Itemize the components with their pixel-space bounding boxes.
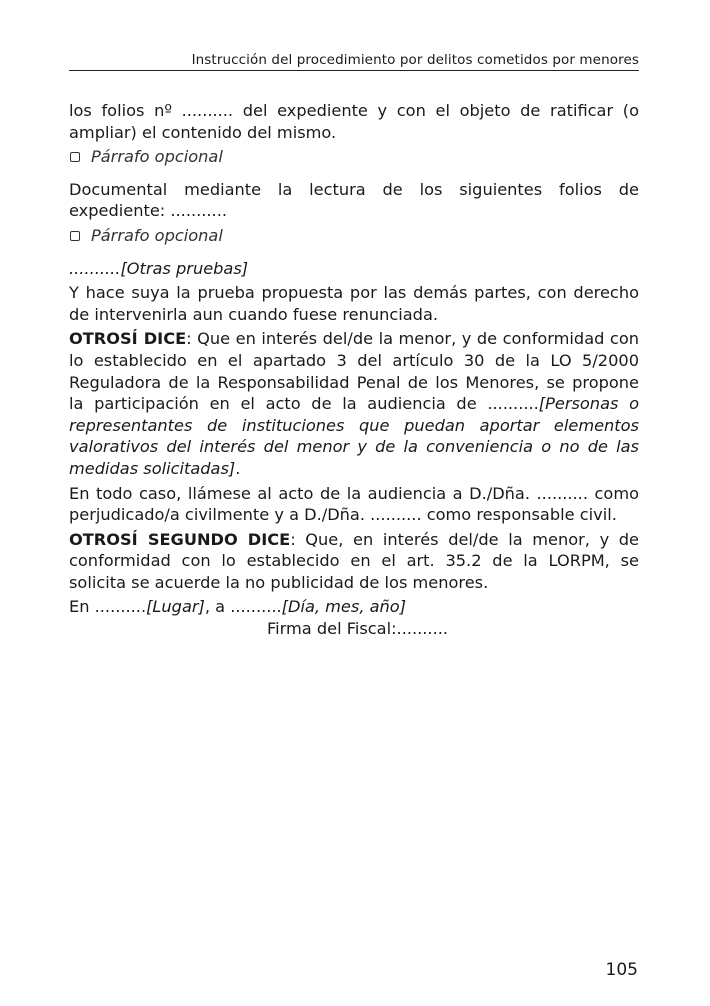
paragraph-prueba-propuesta: Y hace suya la prueba propuesta por las demás partes, con derecho de intervenirla aun cuando fuese renunciada.: [69, 283, 639, 324]
otrosi-segundo-text: : Que, en interés del/de la menor, y de conformidad con lo establecido en el art. 35.2 de la LORPM, se solicita se acuerde la no publicidad de los menores.: [69, 529, 639, 592]
paragraph-documental: Documental mediante la lectura de los siguientes folios de expediente: ...........: [69, 179, 639, 221]
paragraph-otrosi-segundo-dice: [69, 529, 639, 594]
date-prefix: , a ..........: [204, 597, 282, 617]
page-number: 105: [605, 960, 638, 980]
running-header: Instrucción del procedimiento por delitos cometidos por menores: [191, 52, 639, 68]
optional-paragraph-label: Párrafo opcional: [91, 147, 223, 167]
date-placeholder: [Día, mes, año]: [281, 597, 407, 617]
otrosi-dice-label: OTROSÍ DICE: [69, 329, 187, 349]
otrosi-dice-placeholder: [Personas o representantes de instituciones que puedan aportar elementos valorativos del interés del menor y de la conveniencia o no de las medidas solicitadas]: [69, 394, 639, 478]
signature-line: Firma del Fiscal:..........: [267, 619, 449, 639]
optional-paragraph-label: Párrafo opcional: [91, 225, 223, 245]
optional-paragraph-1[interactable]: [69, 146, 639, 168]
place-placeholder: [Lugar]: [146, 597, 205, 617]
otrosi-dice-end: .: [235, 458, 241, 478]
header-rule: [69, 70, 639, 71]
otrosi-segundo-label: OTROSÍ SEGUNDO DICE: [69, 529, 291, 549]
optional-paragraph-2[interactable]: [69, 225, 639, 247]
place-prefix: En ..........: [69, 597, 147, 617]
paragraph-folios: los folios nº .......... del expediente y con el objeto de ratificar (o ampliar) el contenido del mismo.: [69, 101, 639, 142]
otrosi-dice-text: : Que en interés del/de la menor, y de conformidad con lo establecido en el apartado 3 del artículo 30 de la LO 5/2000 Reguladora de la Responsabilidad Penal de los Menores, se propone la participación en el acto de la audiencia de ..........: [69, 329, 639, 414]
other-evidence-placeholder: ..........[Otras pruebas]: [69, 258, 249, 278]
checkbox-icon[interactable]: [70, 231, 80, 241]
paragraph-otrosi-dice: [69, 328, 639, 479]
place-date-line: [69, 596, 639, 618]
document-body: [69, 100, 639, 640]
paragraph-audiencia: En todo caso, llámese al acto de la audiencia a D./Dña. .......... como perjudicado/a civilmente y a D./Dña. .......... como responsable civil.: [69, 483, 639, 525]
checkbox-icon[interactable]: [70, 152, 80, 162]
